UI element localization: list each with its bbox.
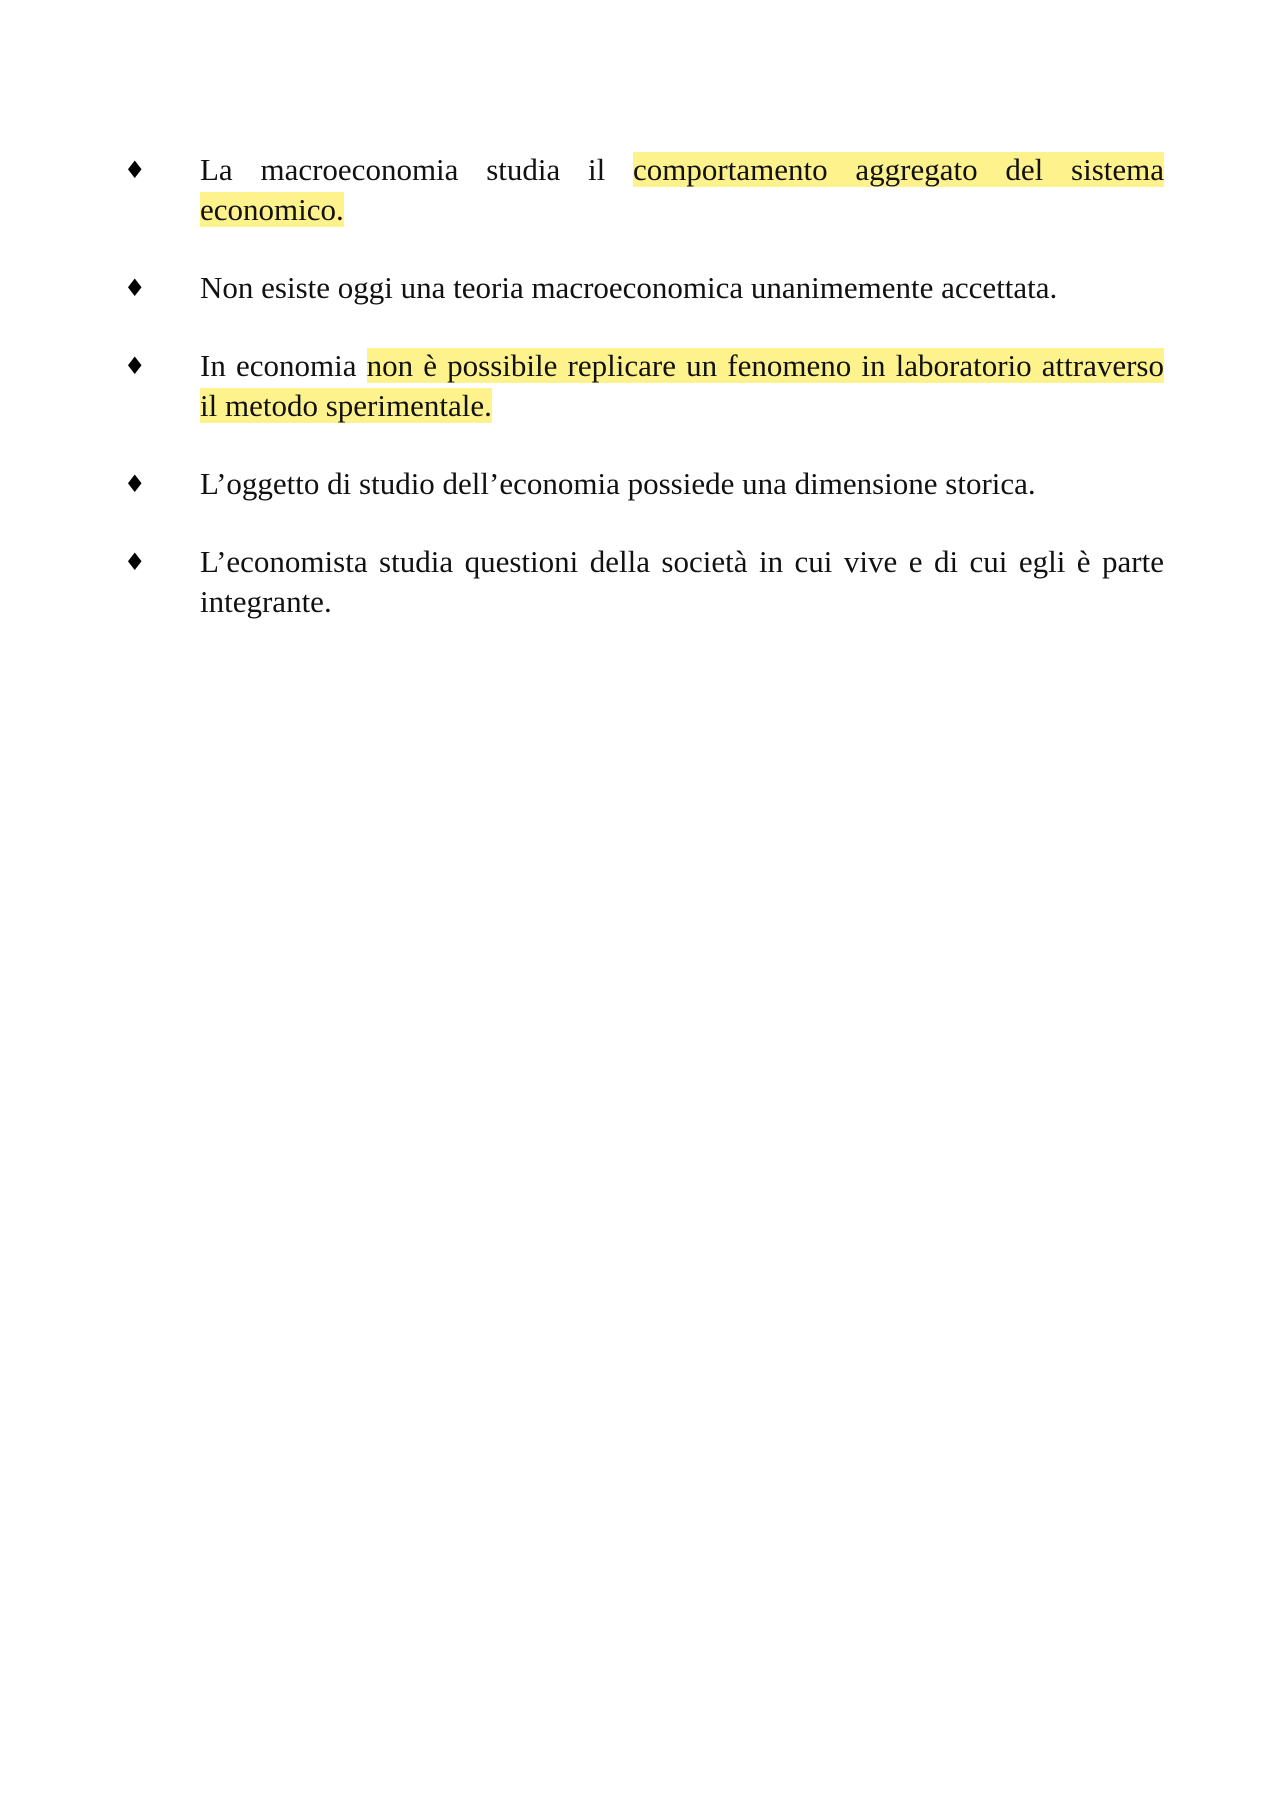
list-item (124, 268, 1164, 308)
text-plain: Non esiste oggi una teoria macroeconomica unanimemente accettata. (200, 270, 1058, 305)
diamond-icon: ♦ (124, 548, 146, 576)
diamond-icon: ♦ (124, 274, 146, 302)
list-item (124, 150, 1164, 230)
diamond-icon: ♦ (124, 156, 146, 184)
diamond-icon: ♦ (124, 470, 146, 498)
list-item (124, 346, 1164, 426)
list-item-text (200, 464, 1164, 504)
list-item-text (200, 150, 1164, 230)
text-plain: La macroeconomia studia il (200, 152, 634, 187)
text-highlight: non è possibile replicare un fenomeno in laboratorio attraverso il metodo sperimentale. (200, 348, 1164, 423)
text-highlight: comportamento aggregato del sistema economico. (200, 152, 1165, 227)
list-item (124, 464, 1164, 504)
text-plain: In economia (200, 348, 367, 383)
list-item (124, 542, 1164, 622)
list-item-text (200, 268, 1164, 308)
list-item-text (200, 542, 1164, 622)
bullet-list (124, 150, 1164, 660)
text-plain: L’economista studia questioni della società in cui vive e di cui egli è parte integrante. (200, 544, 1164, 619)
text-plain: L’oggetto di studio dell’economia possiede una dimensione storica. (200, 466, 1036, 501)
diamond-icon: ♦ (124, 352, 146, 380)
list-item-text (200, 346, 1164, 426)
